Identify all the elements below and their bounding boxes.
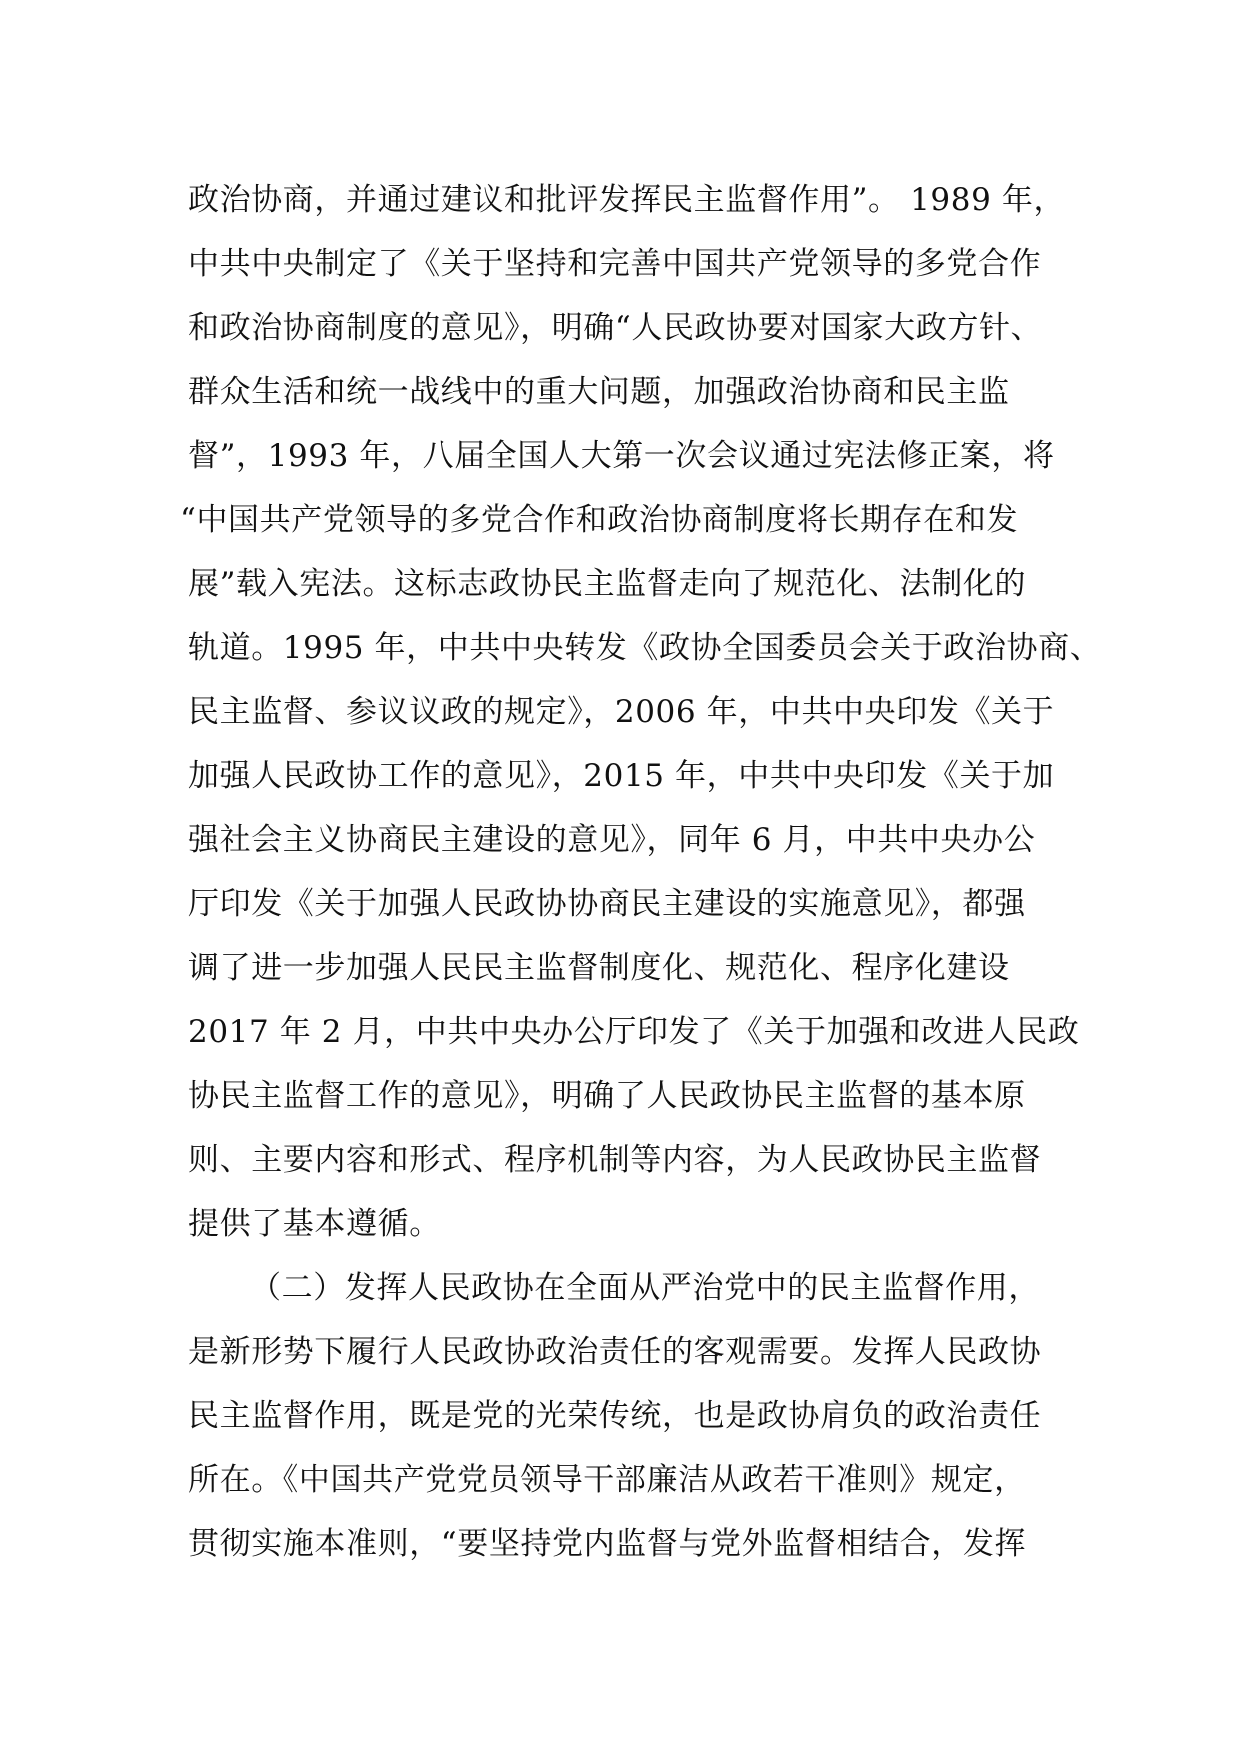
body-text-line: 提供了基本遵循。 [188, 1206, 441, 1242]
body-text-line: 政治协商，并通过建议和批评发挥民主监督作用”。 1989 年， [188, 182, 1066, 218]
body-text-line: 是新形势下履行人民政协政治责任的客观需要。发挥人民政协 [188, 1334, 1042, 1370]
body-text-line: 民主监督、参议议政的规定》，2006 年，中共中央印发《关于 [188, 694, 1055, 730]
body-text-line: 所在。《中国共产党党员领导干部廉洁从政若干准则》规定， [188, 1462, 1026, 1498]
body-text-line: 则、主要内容和形式、程序机制等内容，为人民政协民主监督 [188, 1142, 1042, 1178]
body-text-line: 民主监督作用，既是党的光荣传统，也是政协肩负的政治责任 [188, 1398, 1042, 1434]
body-text-line: “中国共产党领导的多党合作和政治协商制度将长期存在和发 [180, 502, 1019, 538]
body-text-line: 强社会主义协商民主建设的意见》，同年 6 月，中共中央办公 [188, 822, 1036, 858]
body-text-line: 轨道。1995 年，中共中央转发《政协全国委员会关于政治协商、 [188, 630, 1102, 666]
body-text-line: 贯彻实施本准则，“要坚持党内监督与党外监督相结合，发挥 [188, 1526, 1027, 1562]
section-heading-paragraph-start: （二）发挥人民政协在全面从严治党中的民主监督作用， [250, 1270, 1040, 1306]
body-text-line: 2017 年 2 月，中共中央办公厅印发了《关于加强和改进人民政 [188, 1014, 1080, 1050]
body-text-line: 协民主监督工作的意见》，明确了人民政协民主监督的基本原 [188, 1078, 1026, 1114]
body-text-line: 群众生活和统一战线中的重大问题，加强政治协商和民主监 [188, 374, 1010, 410]
body-text-line: 厅印发《关于加强人民政协协商民主建设的实施意见》，都强 [188, 886, 1026, 922]
body-text-line: 调了进一步加强人民民主监督制度化、规范化、程序化建设 [188, 950, 1010, 986]
body-text-line: 中共中央制定了《关于坚持和完善中国共产党领导的多党合作 [188, 246, 1042, 282]
body-text-line: 加强人民政协工作的意见》，2015 年，中共中央印发《关于加 [188, 758, 1055, 794]
body-text-line: 督”，1993 年，八届全国人大第一次会议通过宪法修正案，将 [188, 438, 1055, 474]
body-text-line: 和政治协商制度的意见》，明确“人民政协要对国家大政方针、 [188, 310, 1043, 346]
body-text-line: 展”载入宪法。这标志政协民主监督走向了规范化、法制化的 [188, 566, 1027, 602]
